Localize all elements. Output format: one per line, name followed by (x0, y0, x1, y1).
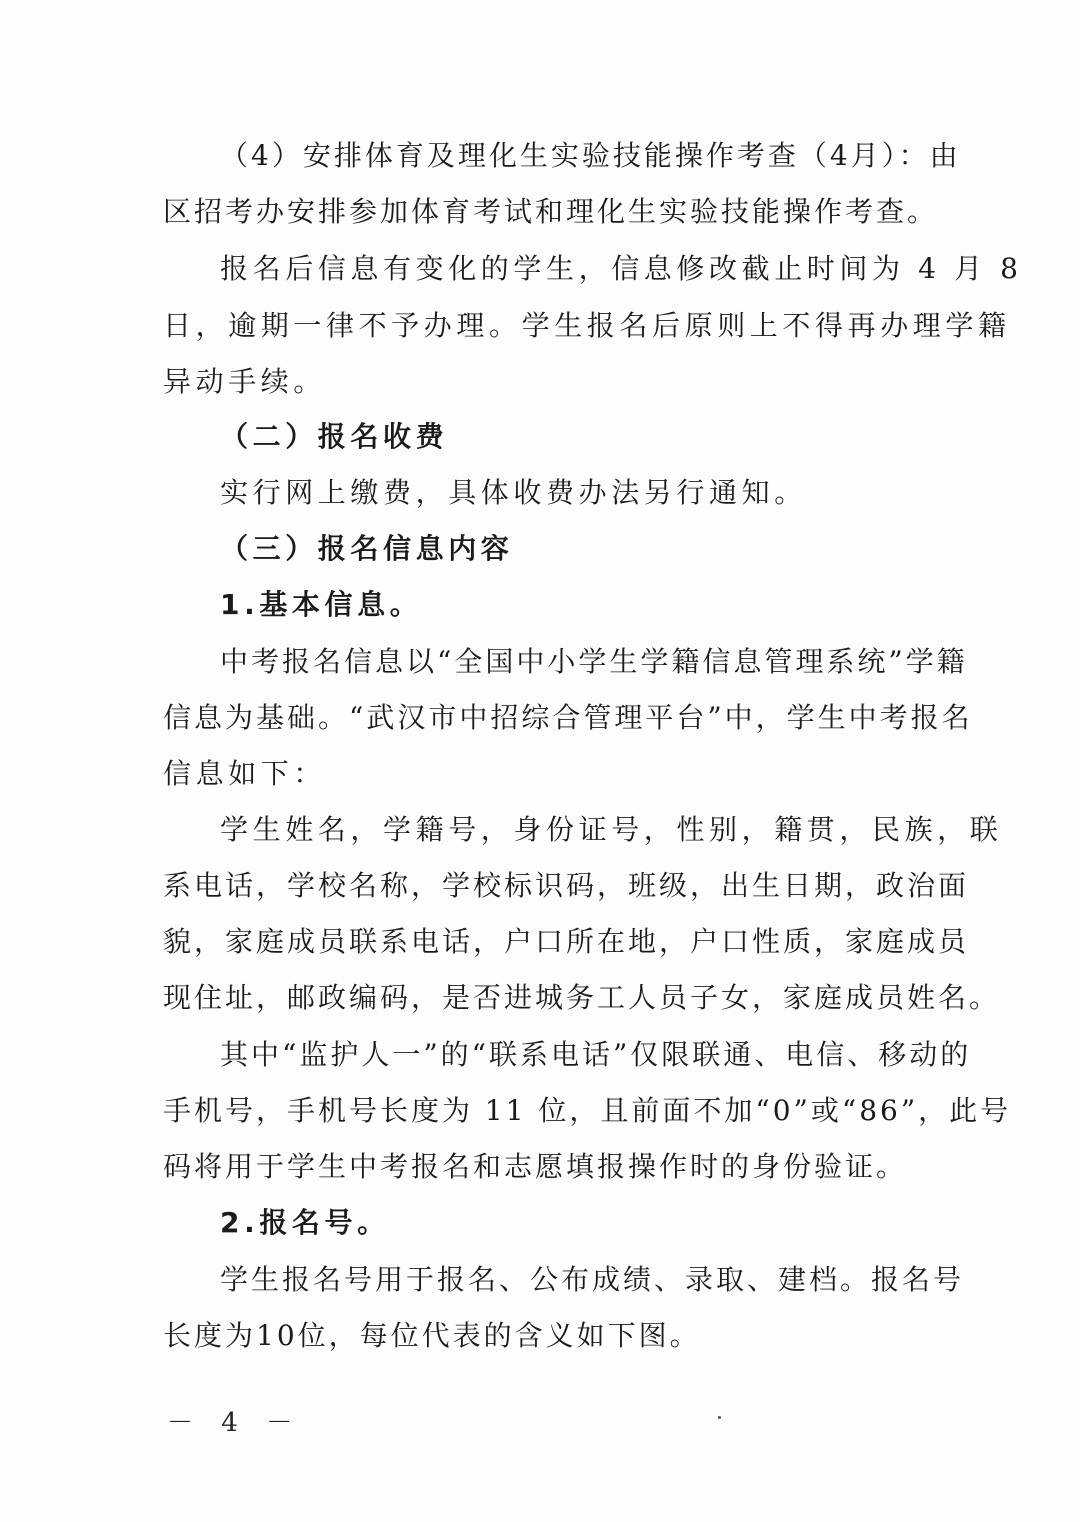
paragraph-line-10: 中考报名信息以“全国中小学生学籍信息管理系统”学籍 (220, 645, 968, 678)
paragraph-line-14: 系电话，学校名称，学校标识码，班级，出生日期，政治面 (163, 869, 970, 902)
subheading-basic-info: 1.基本信息。 (220, 588, 423, 621)
subheading-registration-number: 2.报名号。 (220, 1206, 390, 1239)
paragraph-line-21: 学生报名号用于报名、公布成绩、录取、建档。报名号 (220, 1263, 965, 1296)
paragraph-line-18: 手机号，手机号长度为 11 位，且前面不加“0”或“86”，此号 (163, 1094, 1012, 1127)
paragraph-line-1: （4）安排体育及理化生实验技能操作考查（4月）：由 (220, 139, 961, 172)
paragraph-line-13: 学生姓名，学籍号，身份证号，性别，籍贯，民族，联 (220, 813, 1003, 846)
scan-speck (718, 1416, 721, 1419)
paragraph-line-11: 信息为基础。“武汉市中招综合管理平台”中，学生中考报名 (163, 701, 973, 734)
section-heading-info: （三）报名信息内容 (220, 532, 514, 565)
paragraph-line-17: 其中“监护人一”的“联系电话”仅限联通、电信、移动的 (220, 1038, 972, 1071)
section-heading-fees: （二）报名收费 (220, 420, 449, 453)
paragraph-line-2: 区招考办安排参加体育考试和理化生实验技能操作考查。 (163, 195, 939, 228)
paragraph-line-16: 现住址，邮政编码，是否进城务工人员子女，家庭成员姓名。 (163, 981, 1001, 1014)
paragraph-line-15: 貌，家庭成员联系电话，户口所在地，户口性质，家庭成员 (163, 925, 970, 958)
paragraph-line-5: 异动手续。 (163, 365, 327, 398)
paragraph-line-12: 信息如下： (163, 757, 327, 790)
paragraph-line-22: 长度为10位，每位代表的含义如下图。 (163, 1319, 701, 1352)
page-number: － 4 － (167, 1408, 303, 1438)
paragraph-line-19: 码将用于学生中考报名和志愿填报操作时的身份验证。 (163, 1150, 908, 1183)
paragraph-line-3: 报名后信息有变化的学生，信息修改截止时间为 4 月 8 (220, 252, 1023, 285)
paragraph-line-7: 实行网上缴费，具体收费办法另行通知。 (220, 476, 807, 509)
paragraph-line-4: 日，逾期一律不予办理。学生报名后原则上不得再办理学籍 (163, 309, 1011, 342)
